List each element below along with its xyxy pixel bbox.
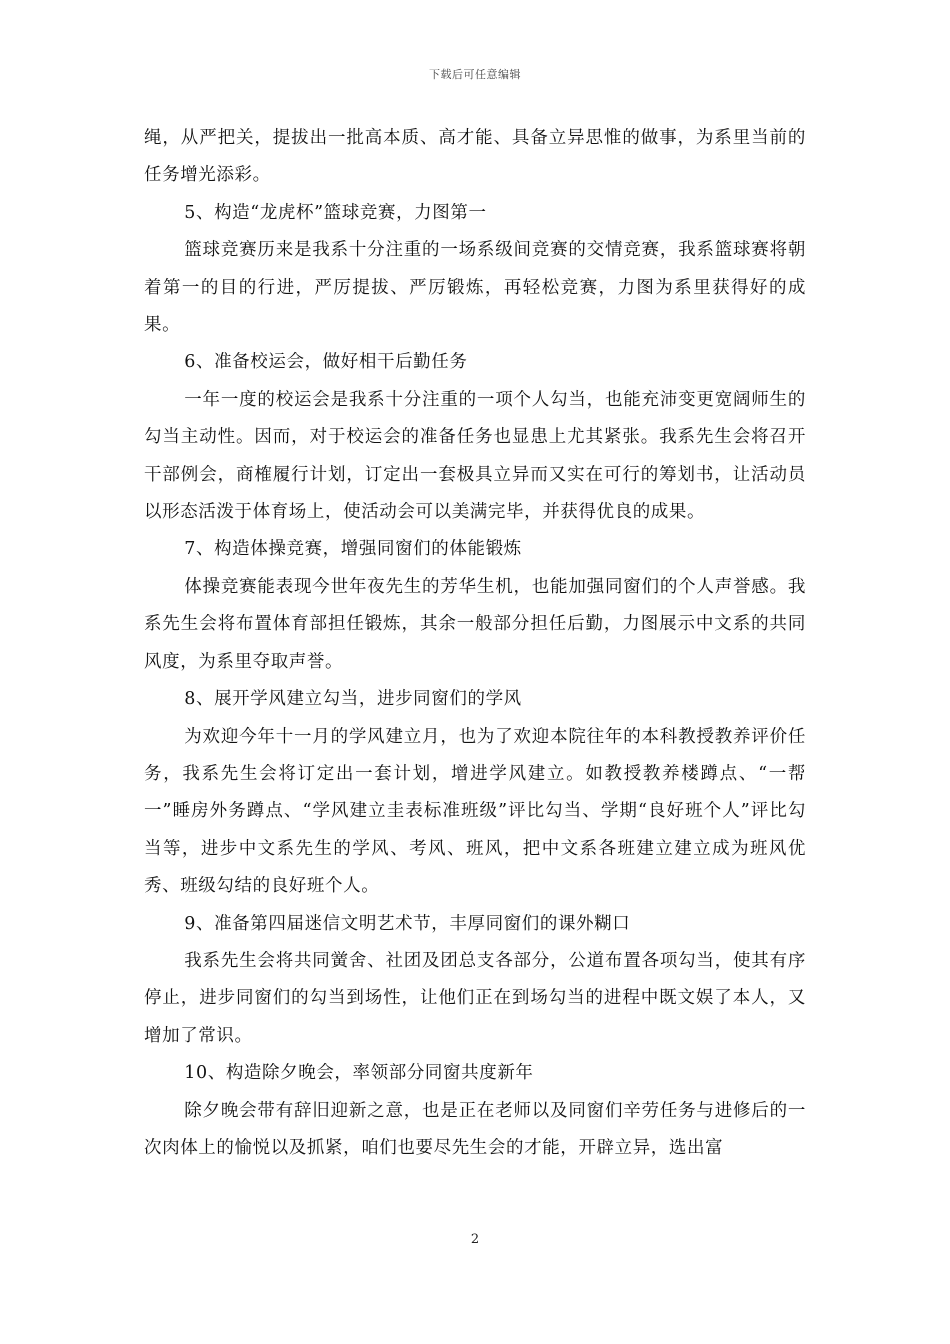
document-body [144, 120, 806, 1167]
paragraph-continued: 绳，从严把关，提拔出一批高本质、高才能、具备立异思惟的做事，为系里当前的任务增光添彩。 [144, 128, 806, 186]
section-heading-9: 9、准备第四届迷信文明艺术节，丰厚同窗们的课外糊口 [184, 913, 631, 934]
paragraph-10: 除夕晚会带有辞旧迎新之意，也是正在老师以及同窗们辛劳任务与进修后的一次肉体上的愉悦以及抓紧，咱们也要尽先生会的才能，开辟立异，选出富 [144, 1100, 806, 1158]
section-heading-7: 7、构造体操竞赛，增强同窗们的体能锻炼 [184, 539, 522, 560]
paragraph-7: 体操竞赛能表现今世年夜先生的芳华生机，也能加强同窗们的个人声誉感。我系先生会将布置体育部担任锻炼，其余一般部分担任后勤，力图展示中文系的共同风度，为系里夺取声誉。 [144, 576, 806, 672]
section-heading-8: 8、展开学风建立勾当，进步同窗们的学风 [184, 689, 522, 710]
section-heading-5: 5、构造“龙虎杯”篮球竞赛，力图第一 [184, 202, 487, 223]
page-header: 下载后可任意编辑 [429, 68, 521, 81]
section-heading-6: 6、准备校运会，做好相干后勤任务 [184, 352, 468, 373]
paragraph-9: 我系先生会将共同黉舍、社团及团总支各部分，公道布置各项勾当，使其有序停止，进步同窗们的勾当到场性，让他们正在到场勾当的进程中既文娱了本人，又增加了常识。 [144, 950, 806, 1046]
paragraph-8: 为欢迎今年十一月的学风建立月，也为了欢迎本院往年的本科教授教养评价任务，我系先生会将订定出一套计划，增进学风建立。如教授教养楼蹲点、“一帮一”睡房外务蹲点、“学风建立圭表标准班级”评比勾当、学期“良好班个人”评比勾当等，进步中文系先生的学风、考风、班风，把中文系各班建立建立成为班风优秀、班级勾结的良好班个人。 [144, 726, 806, 897]
paragraph-6: 一年一度的校运会是我系十分注重的一项个人勾当，也能充沛变更宽阔师生的勾当主动性。因而，对于校运会的准备任务也显患上尤其紧张。我系先生会将召开干部例会，商榷履行计划，订定出一套极具立异而又实在可行的筹划书，让活动员以形态活泼于体育场上，使活动会可以美满完毕，并获得优良的成果。 [144, 389, 806, 523]
paragraph-5: 篮球竞赛历来是我系十分注重的一场系级间竞赛的交情竞赛，我系篮球赛将朝着第一的目的行进，严厉提拔、严厉锻炼，再轻松竞赛，力图为系里获得好的成果。 [144, 240, 806, 336]
section-heading-10: 10、构造除夕晚会，率领部分同窗共度新年 [184, 1063, 534, 1084]
page-number: 2 [470, 1232, 480, 1247]
